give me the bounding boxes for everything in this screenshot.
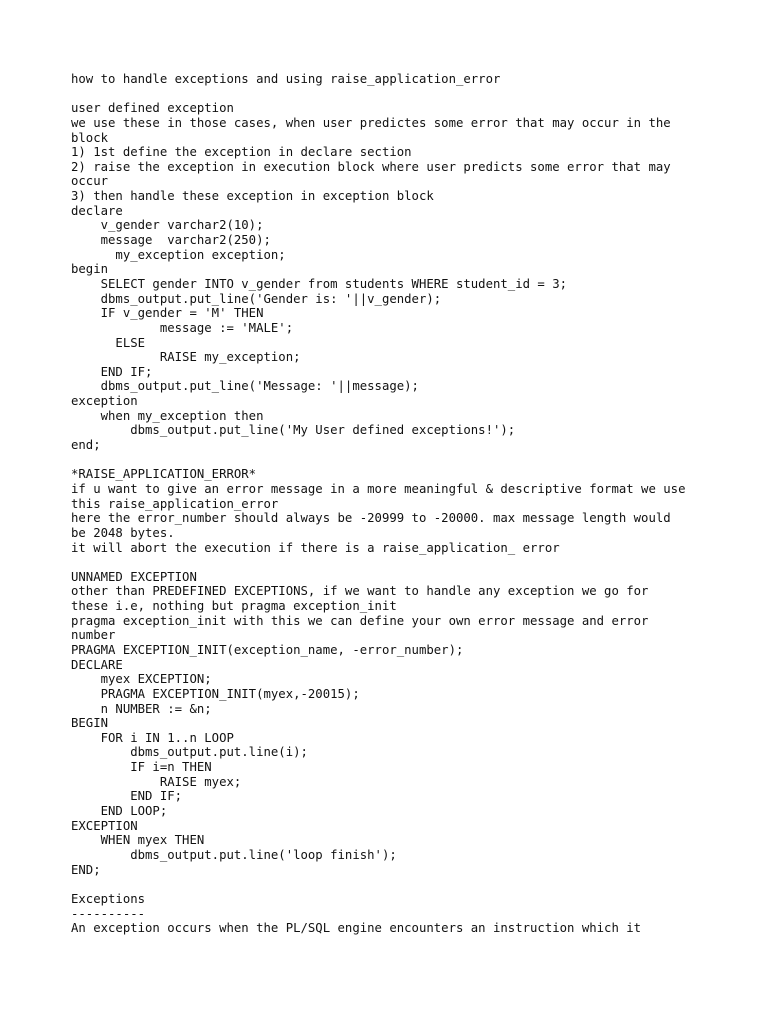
text-line: message := 'MALE'; — [71, 320, 294, 335]
text-line: here the error_number should always be -20999 to -20000. max message length would — [71, 511, 671, 526]
text-line: END; — [71, 862, 101, 877]
text-line: EXCEPTION — [71, 818, 138, 833]
text-line — [71, 87, 711, 102]
text-line: we use these in those cases, when user predictes some error that may occur in the — [71, 115, 671, 130]
text-line: message varchar2(250); — [71, 233, 271, 248]
text-line: pragma exception_init with this we can define your own error message and error — [71, 613, 649, 628]
text-line: ELSE — [71, 335, 146, 350]
text-line: how to handle exceptions and using raise_application_error — [71, 72, 501, 86]
text-line: block — [71, 130, 109, 145]
text-line: be 2048 bytes. — [71, 525, 175, 540]
text-line: ---------- — [71, 906, 146, 921]
text-line: UNNAMED EXCEPTION — [71, 569, 197, 584]
text-line: user defined exception — [71, 101, 234, 116]
text-line: dbms_output.put.line(i); — [71, 745, 308, 760]
text-line: dbms_output.put_line('Gender is: '||v_gender); — [71, 291, 442, 306]
text-line: these i.e, nothing but pragma exception_init — [71, 599, 397, 614]
text-line: Exceptions — [71, 891, 146, 906]
text-line: when my_exception then — [71, 408, 264, 423]
text-line: other than PREDEFINED EXCEPTIONS, if we want to handle any exception we go for — [71, 584, 649, 599]
text-line: DECLARE — [71, 657, 123, 672]
text-line: PRAGMA EXCEPTION_INIT(myex,-20015); — [71, 686, 360, 701]
text-line: RAISE myex; — [71, 774, 242, 789]
text-line: myex EXCEPTION; — [71, 672, 212, 687]
text-line: dbms_output.put_line('My User defined exceptions!'); — [71, 423, 516, 438]
text-line: v_gender varchar2(10); — [71, 218, 264, 233]
text-line: An exception occurs when the PL/SQL engine encounters an instruction which it — [71, 921, 642, 936]
text-line: it will abort the execution if there is a raise_application_ error — [71, 540, 560, 555]
text-line: dbms_output.put_line('Message: '||message); — [71, 379, 419, 394]
text-line: occur — [71, 174, 109, 189]
document-page — [71, 72, 711, 936]
text-line: begin — [71, 262, 109, 277]
text-line: exception — [71, 394, 138, 409]
text-line: BEGIN — [71, 716, 109, 731]
text-line: end; — [71, 438, 101, 453]
text-line: number — [71, 628, 116, 643]
text-line: FOR i IN 1..n LOOP — [71, 730, 234, 745]
text-line: my_exception exception; — [71, 247, 286, 262]
text-line: n NUMBER := &n; — [71, 701, 212, 716]
text-line: *RAISE_APPLICATION_ERROR* — [71, 467, 257, 482]
text-line: 2) raise the exception in execution block where user predicts some error that may — [71, 159, 671, 174]
text-line: this raise_application_error — [71, 496, 279, 511]
text-line: if u want to give an error message in a more meaningful & descriptive format we use — [71, 481, 686, 496]
text-line: WHEN myex THEN — [71, 833, 205, 848]
text-line: END LOOP; — [71, 804, 168, 819]
text-line: 3) then handle these exception in exception block — [71, 189, 434, 204]
text-line: IF v_gender = 'M' THEN — [71, 306, 264, 321]
text-line: END IF; — [71, 364, 153, 379]
text-line: IF i=n THEN — [71, 760, 212, 775]
text-line — [71, 453, 711, 468]
text-line: dbms_output.put.line('loop finish'); — [71, 847, 397, 862]
text-line: END IF; — [71, 789, 183, 804]
text-line — [71, 555, 711, 570]
text-line: declare — [71, 203, 123, 218]
text-line: SELECT gender INTO v_gender from students WHERE student_id = 3; — [71, 276, 568, 291]
text-line: 1) 1st define the exception in declare section — [71, 145, 412, 160]
text-line: PRAGMA EXCEPTION_INIT(exception_name, -error_number); — [71, 642, 464, 657]
text-line: RAISE my_exception; — [71, 350, 301, 365]
text-line — [71, 877, 711, 892]
